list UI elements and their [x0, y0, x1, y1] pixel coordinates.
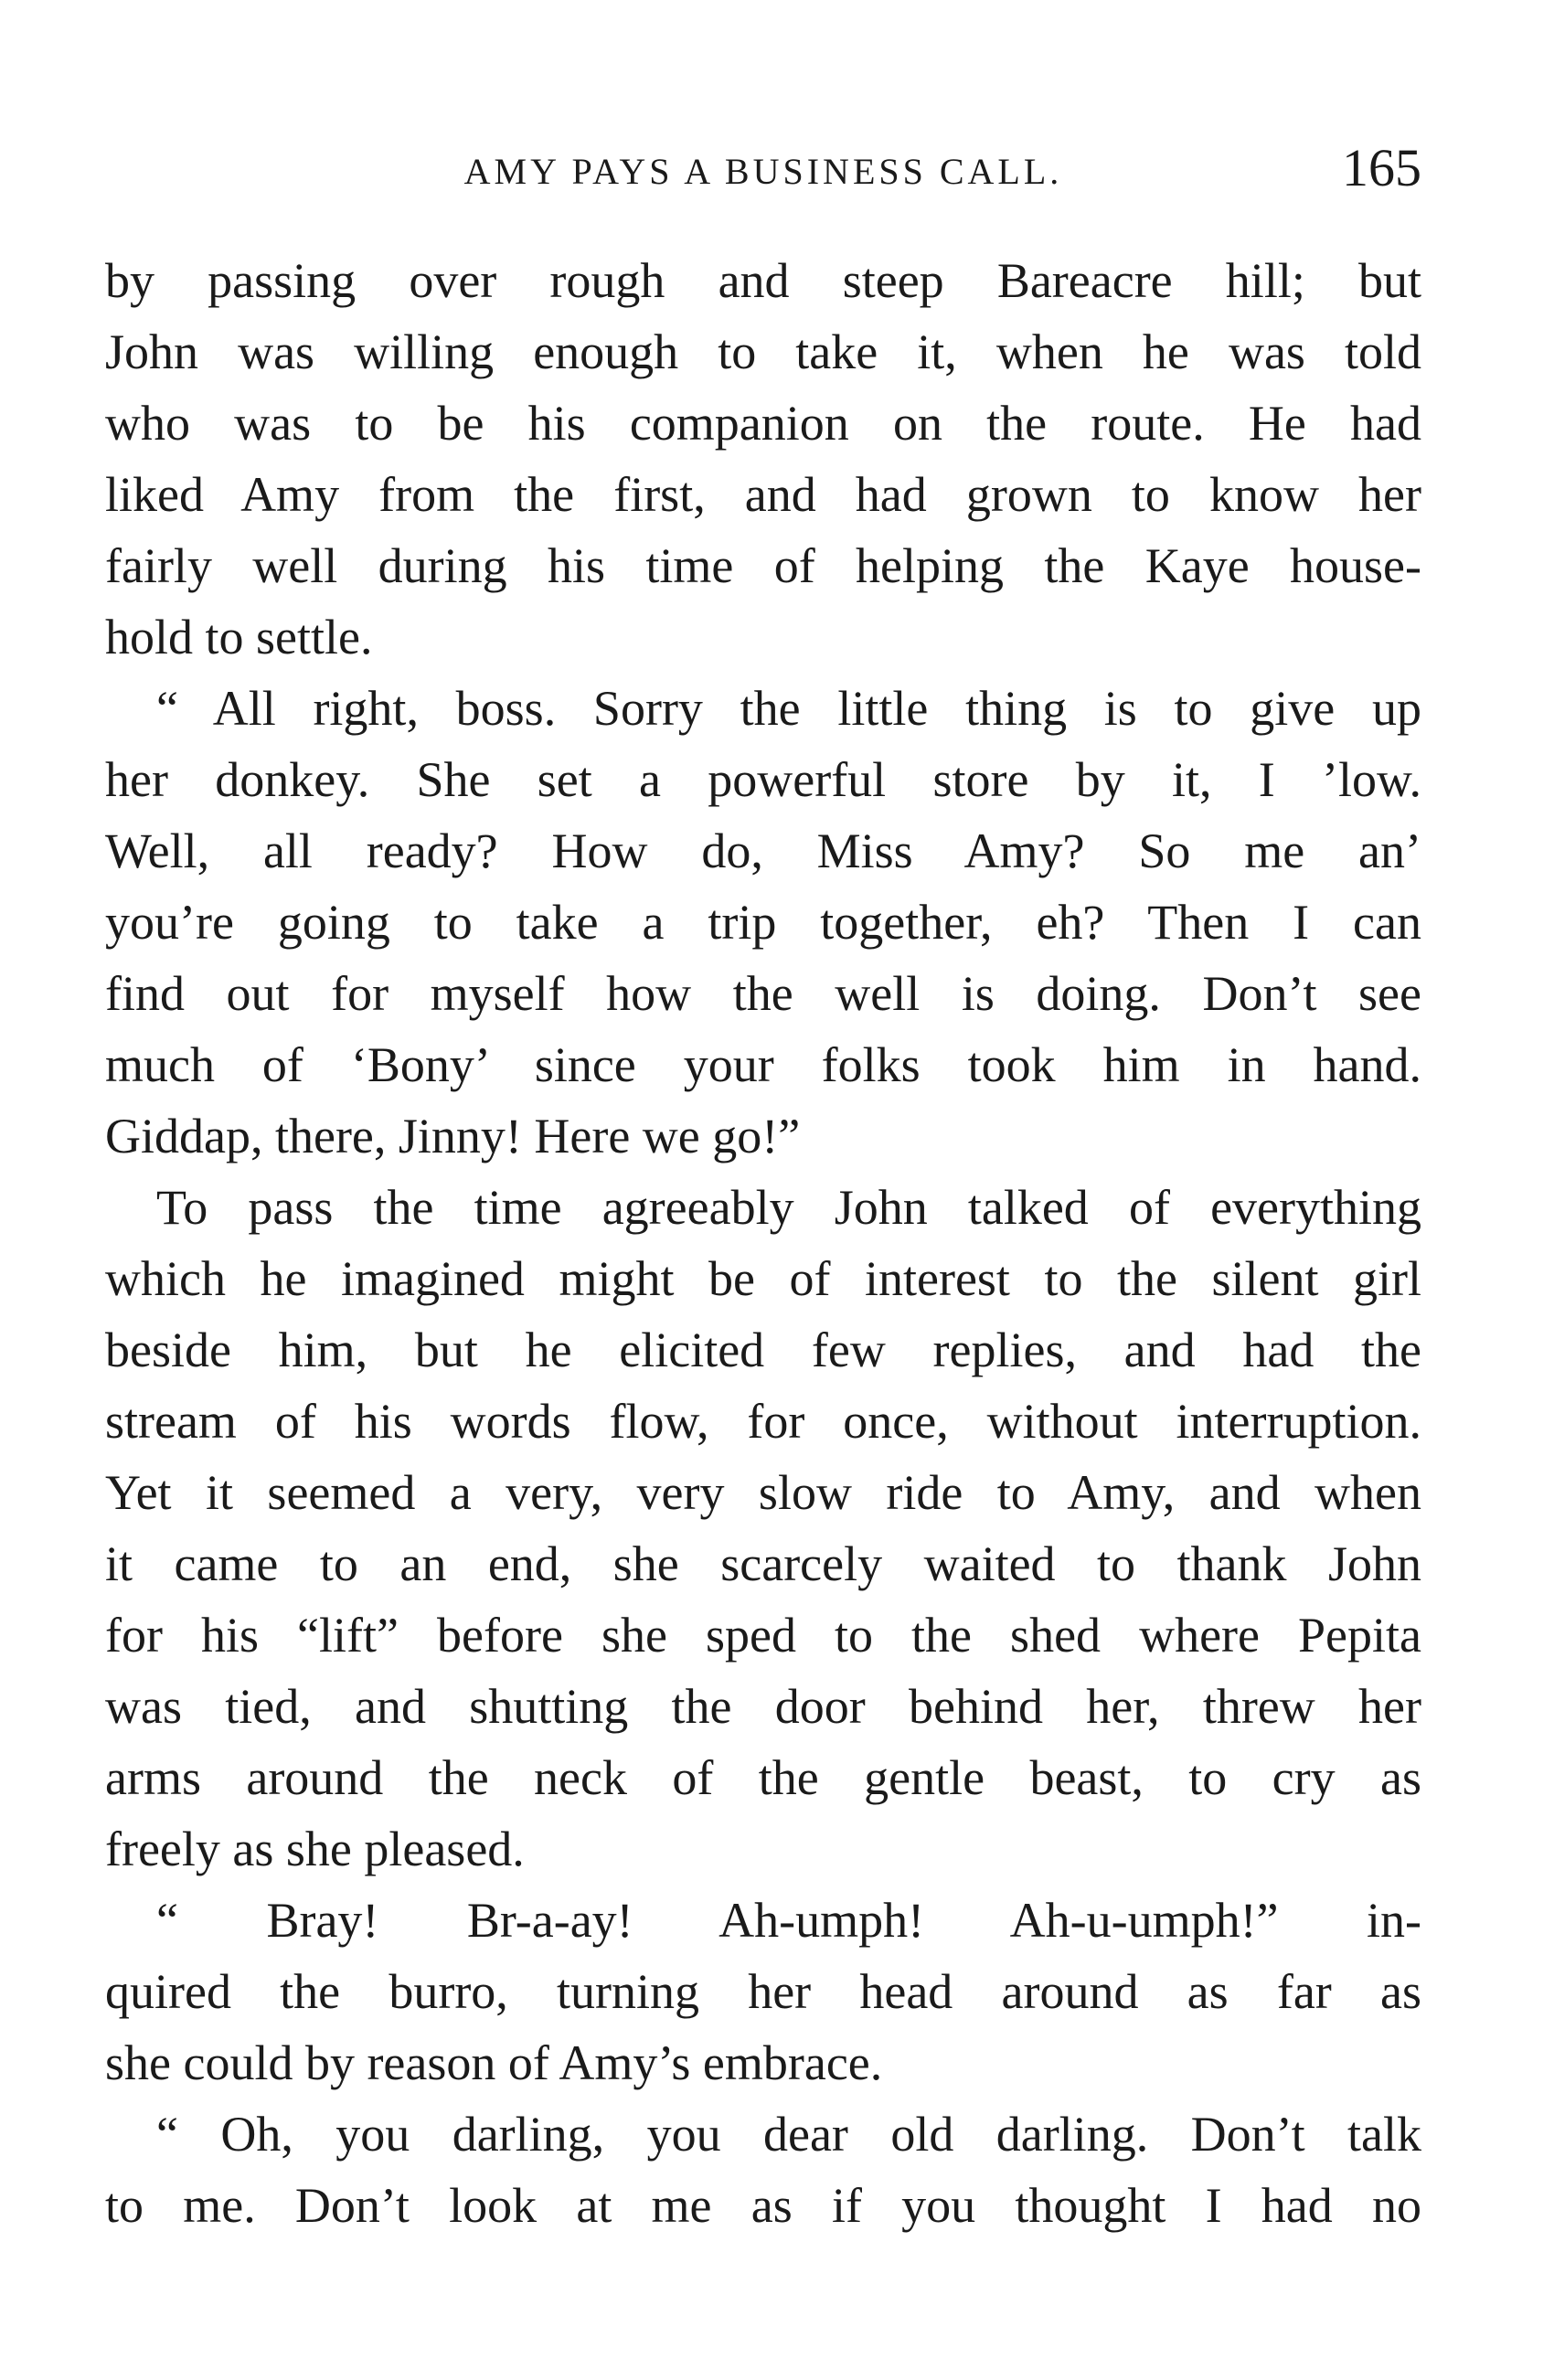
text-line: stream of his words flow, for once, without interruption. [105, 1394, 1421, 1449]
text-line: John was willing enough to take it, when he was told [105, 324, 1421, 379]
text-line: find out for myself how the well is doing. Don’t see [105, 966, 1421, 1021]
text-line: who was to be his companion on the route. He had [105, 396, 1421, 451]
text-line: much of ‘Bony’ since your folks took him in hand. [105, 1037, 1421, 1092]
text-line: it came to an end, she scarcely waited to thank John [105, 1536, 1421, 1591]
text-line: To pass the time agreeably John talked of everything [156, 1180, 1421, 1235]
text-line: Well, all ready? How do, Miss Amy? So me an’ [105, 823, 1421, 878]
text-line: Giddap, there, Jinny! Here we go!” [105, 1109, 801, 1163]
text-line: by passing over rough and steep Bareacre hill; but [105, 253, 1421, 308]
text-line: her donkey. She set a powerful store by it, I ’low. [105, 752, 1421, 807]
running-title: AMY PAYS A BUSINESS CALL. [463, 151, 1063, 192]
text-line: Yet it seemed a very, very slow ride to Amy, and when [105, 1465, 1421, 1520]
text-line: to me. Don’t look at me as if you thought I had no [105, 2178, 1421, 2233]
text-line: fairly well during his time of helping the Kaye house- [105, 538, 1421, 593]
text-line: she could by reason of Amy’s embrace. [105, 2035, 883, 2090]
text-line: “ Oh, you darling, you dear old darling. Don’t talk [156, 2107, 1421, 2162]
text-line: for his “lift” before she sped to the shed where Pepita [105, 1608, 1421, 1663]
text-line: you’re going to take a trip together, eh? Then I can [105, 895, 1421, 950]
text-line: freely as she pleased. [105, 1822, 525, 1876]
text-line: which he imagined might be of interest to the silent girl [105, 1251, 1421, 1306]
text-line: beside him, but he elicited few replies, and had the [105, 1323, 1421, 1377]
text-line: “ Bray! Br-a-ay! Ah-umph! Ah-u-umph!” in- [156, 1893, 1421, 1948]
body-text [105, 245, 1421, 2241]
text-line: was tied, and shutting the door behind her, threw her [105, 1679, 1421, 1734]
text-line: arms around the neck of the gentle beast, to cry as [105, 1750, 1421, 1805]
text-line: quired the burro, turning her head around as far as [105, 1964, 1421, 2019]
text-line: hold to settle. [105, 610, 373, 664]
page-number: 165 [1342, 138, 1421, 197]
running-head [105, 137, 1421, 210]
text-line: “ All right, boss. Sorry the little thing is to give up [156, 681, 1421, 736]
text-line: liked Amy from the first, and had grown to know her [105, 467, 1421, 522]
